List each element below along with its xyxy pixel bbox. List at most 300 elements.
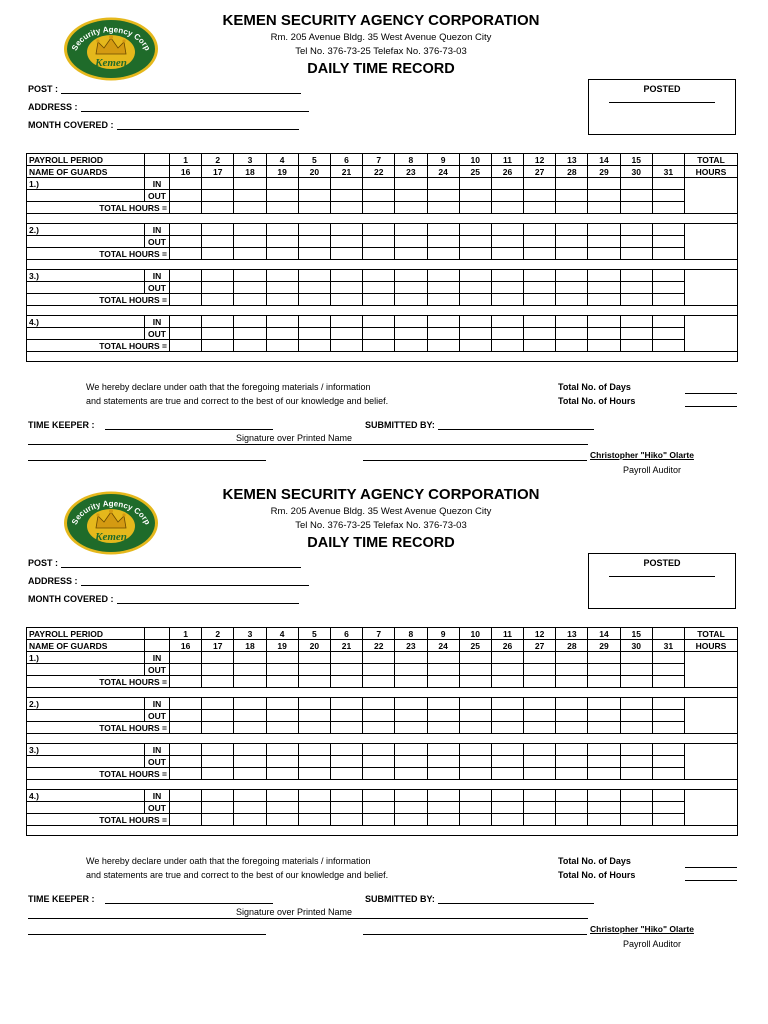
time-cell[interactable] (427, 768, 459, 780)
time-cell[interactable] (620, 790, 652, 802)
time-cell[interactable] (652, 190, 684, 202)
time-cell[interactable] (234, 652, 266, 664)
time-cell[interactable] (652, 698, 684, 710)
time-cell[interactable] (491, 316, 523, 328)
time-cell[interactable] (330, 814, 362, 826)
time-cell[interactable] (459, 236, 491, 248)
time-cell[interactable] (620, 744, 652, 756)
time-cell[interactable] (202, 790, 234, 802)
time-cell[interactable] (170, 270, 202, 282)
address-field[interactable] (28, 576, 309, 586)
time-cell[interactable] (620, 236, 652, 248)
time-cell[interactable] (234, 710, 266, 722)
time-cell[interactable] (556, 676, 588, 688)
time-cell[interactable] (395, 270, 427, 282)
time-cell[interactable] (298, 236, 330, 248)
time-cell[interactable] (524, 270, 556, 282)
time-cell[interactable] (459, 756, 491, 768)
time-cell[interactable] (298, 270, 330, 282)
time-cell[interactable] (491, 744, 523, 756)
time-cell[interactable] (588, 698, 620, 710)
time-cell[interactable] (491, 340, 523, 352)
time-cell[interactable] (298, 790, 330, 802)
time-cell[interactable] (202, 698, 234, 710)
time-cell[interactable] (298, 722, 330, 734)
time-cell[interactable] (266, 710, 298, 722)
time-cell[interactable] (588, 744, 620, 756)
time-cell[interactable] (170, 340, 202, 352)
time-cell[interactable] (556, 282, 588, 294)
time-cell[interactable] (298, 802, 330, 814)
time-cell[interactable] (620, 722, 652, 734)
time-cell[interactable] (395, 802, 427, 814)
time-cell[interactable] (556, 698, 588, 710)
time-cell[interactable] (556, 224, 588, 236)
time-cell[interactable] (427, 814, 459, 826)
time-cell[interactable] (234, 790, 266, 802)
total-hours-field[interactable] (685, 880, 737, 881)
time-cell[interactable] (652, 316, 684, 328)
total-hours-cell[interactable] (685, 652, 738, 688)
time-cell[interactable] (266, 698, 298, 710)
time-cell[interactable] (459, 282, 491, 294)
time-cell[interactable] (170, 328, 202, 340)
time-cell[interactable] (491, 294, 523, 306)
time-cell[interactable] (620, 328, 652, 340)
time-cell[interactable] (330, 224, 362, 236)
time-cell[interactable] (652, 768, 684, 780)
time-cell[interactable] (491, 814, 523, 826)
time-cell[interactable] (524, 744, 556, 756)
time-cell[interactable] (330, 790, 362, 802)
time-cell[interactable] (170, 248, 202, 260)
time-cell[interactable] (620, 178, 652, 190)
time-cell[interactable] (266, 802, 298, 814)
time-cell[interactable] (524, 814, 556, 826)
time-cell[interactable] (266, 328, 298, 340)
month-covered-field[interactable] (28, 120, 299, 130)
total-days-field[interactable] (685, 867, 737, 868)
time-cell[interactable] (491, 676, 523, 688)
time-cell[interactable] (588, 202, 620, 214)
time-cell[interactable] (588, 282, 620, 294)
time-cell[interactable] (234, 722, 266, 734)
time-cell[interactable] (652, 178, 684, 190)
time-cell[interactable] (652, 328, 684, 340)
time-cell[interactable] (266, 236, 298, 248)
time-cell[interactable] (266, 744, 298, 756)
time-cell[interactable] (491, 224, 523, 236)
time-cell[interactable] (556, 790, 588, 802)
time-cell[interactable] (363, 652, 395, 664)
time-cell[interactable] (620, 676, 652, 688)
time-cell[interactable] (234, 224, 266, 236)
total-hours-cell[interactable] (685, 790, 738, 826)
time-cell[interactable] (330, 698, 362, 710)
time-cell[interactable] (363, 316, 395, 328)
time-cell[interactable] (202, 248, 234, 260)
time-cell[interactable] (427, 236, 459, 248)
time-cell[interactable] (170, 722, 202, 734)
time-cell[interactable] (330, 664, 362, 676)
time-cell[interactable] (620, 316, 652, 328)
time-keeper-field[interactable] (28, 894, 273, 904)
time-cell[interactable] (298, 652, 330, 664)
time-cell[interactable] (524, 248, 556, 260)
time-cell[interactable] (298, 316, 330, 328)
time-cell[interactable] (202, 236, 234, 248)
time-cell[interactable] (202, 802, 234, 814)
time-cell[interactable] (524, 790, 556, 802)
time-cell[interactable] (588, 664, 620, 676)
time-cell[interactable] (363, 698, 395, 710)
time-cell[interactable] (266, 248, 298, 260)
time-cell[interactable] (298, 202, 330, 214)
time-cell[interactable] (427, 722, 459, 734)
time-cell[interactable] (170, 202, 202, 214)
time-cell[interactable] (588, 768, 620, 780)
time-cell[interactable] (620, 814, 652, 826)
time-cell[interactable] (427, 710, 459, 722)
time-cell[interactable] (427, 676, 459, 688)
time-keeper-signature-line[interactable] (28, 460, 266, 461)
time-cell[interactable] (234, 744, 266, 756)
time-cell[interactable] (588, 190, 620, 202)
time-cell[interactable] (427, 756, 459, 768)
time-cell[interactable] (524, 328, 556, 340)
time-cell[interactable] (620, 768, 652, 780)
time-cell[interactable] (620, 190, 652, 202)
time-cell[interactable] (588, 248, 620, 260)
time-cell[interactable] (620, 282, 652, 294)
time-cell[interactable] (588, 340, 620, 352)
time-cell[interactable] (170, 664, 202, 676)
time-cell[interactable] (363, 282, 395, 294)
time-cell[interactable] (202, 328, 234, 340)
time-keeper-signature-line[interactable] (28, 934, 266, 935)
time-cell[interactable] (266, 202, 298, 214)
time-cell[interactable] (234, 178, 266, 190)
time-keeper-field[interactable] (28, 420, 273, 430)
time-cell[interactable] (524, 340, 556, 352)
time-cell[interactable] (170, 224, 202, 236)
posted-box[interactable] (588, 553, 736, 609)
posted-box[interactable] (588, 79, 736, 135)
time-cell[interactable] (170, 756, 202, 768)
time-cell[interactable] (170, 652, 202, 664)
time-cell[interactable] (395, 756, 427, 768)
time-cell[interactable] (202, 190, 234, 202)
time-cell[interactable] (170, 282, 202, 294)
time-cell[interactable] (620, 340, 652, 352)
time-cell[interactable] (459, 710, 491, 722)
time-cell[interactable] (363, 710, 395, 722)
time-cell[interactable] (363, 190, 395, 202)
total-hours-cell[interactable] (685, 744, 738, 780)
time-cell[interactable] (298, 698, 330, 710)
time-cell[interactable] (427, 664, 459, 676)
time-cell[interactable] (556, 652, 588, 664)
time-cell[interactable] (170, 768, 202, 780)
time-cell[interactable] (459, 328, 491, 340)
total-hours-cell[interactable] (685, 178, 738, 214)
time-cell[interactable] (459, 248, 491, 260)
time-cell[interactable] (395, 248, 427, 260)
time-cell[interactable] (395, 652, 427, 664)
time-cell[interactable] (524, 710, 556, 722)
time-cell[interactable] (266, 664, 298, 676)
time-cell[interactable] (266, 768, 298, 780)
time-cell[interactable] (170, 790, 202, 802)
time-cell[interactable] (330, 248, 362, 260)
total-hours-cell[interactable] (685, 316, 738, 352)
post-field[interactable] (28, 84, 301, 94)
time-cell[interactable] (652, 756, 684, 768)
time-cell[interactable] (620, 270, 652, 282)
time-cell[interactable] (588, 710, 620, 722)
time-cell[interactable] (491, 664, 523, 676)
time-cell[interactable] (395, 698, 427, 710)
time-cell[interactable] (395, 790, 427, 802)
time-cell[interactable] (330, 676, 362, 688)
time-cell[interactable] (363, 802, 395, 814)
time-cell[interactable] (330, 768, 362, 780)
time-cell[interactable] (363, 248, 395, 260)
time-cell[interactable] (652, 224, 684, 236)
time-cell[interactable] (298, 744, 330, 756)
time-cell[interactable] (395, 340, 427, 352)
time-cell[interactable] (459, 698, 491, 710)
time-cell[interactable] (459, 802, 491, 814)
time-cell[interactable] (588, 802, 620, 814)
time-cell[interactable] (556, 248, 588, 260)
time-cell[interactable] (234, 236, 266, 248)
time-cell[interactable] (363, 756, 395, 768)
time-cell[interactable] (491, 790, 523, 802)
time-cell[interactable] (170, 710, 202, 722)
time-cell[interactable] (363, 328, 395, 340)
time-cell[interactable] (266, 224, 298, 236)
time-cell[interactable] (395, 236, 427, 248)
time-cell[interactable] (330, 190, 362, 202)
time-cell[interactable] (620, 698, 652, 710)
time-cell[interactable] (491, 698, 523, 710)
time-cell[interactable] (427, 294, 459, 306)
submitted-by-signature-line[interactable] (363, 460, 587, 461)
time-cell[interactable] (652, 664, 684, 676)
time-cell[interactable] (298, 664, 330, 676)
time-cell[interactable] (202, 178, 234, 190)
time-cell[interactable] (491, 328, 523, 340)
time-cell[interactable] (652, 270, 684, 282)
time-cell[interactable] (395, 282, 427, 294)
time-cell[interactable] (330, 340, 362, 352)
total-days-field[interactable] (685, 393, 737, 394)
time-cell[interactable] (427, 190, 459, 202)
time-cell[interactable] (266, 190, 298, 202)
time-cell[interactable] (620, 202, 652, 214)
time-cell[interactable] (363, 340, 395, 352)
time-cell[interactable] (395, 814, 427, 826)
time-cell[interactable] (652, 744, 684, 756)
time-cell[interactable] (202, 294, 234, 306)
time-cell[interactable] (524, 294, 556, 306)
time-cell[interactable] (459, 664, 491, 676)
time-cell[interactable] (266, 178, 298, 190)
time-cell[interactable] (298, 294, 330, 306)
time-cell[interactable] (459, 676, 491, 688)
time-cell[interactable] (556, 178, 588, 190)
time-cell[interactable] (588, 722, 620, 734)
time-cell[interactable] (330, 282, 362, 294)
time-cell[interactable] (234, 282, 266, 294)
submitted-by-signature-line[interactable] (363, 934, 587, 935)
time-cell[interactable] (556, 768, 588, 780)
time-cell[interactable] (588, 328, 620, 340)
time-cell[interactable] (491, 710, 523, 722)
time-cell[interactable] (427, 328, 459, 340)
time-cell[interactable] (491, 768, 523, 780)
time-cell[interactable] (427, 202, 459, 214)
time-cell[interactable] (330, 756, 362, 768)
time-cell[interactable] (395, 190, 427, 202)
time-cell[interactable] (652, 294, 684, 306)
time-cell[interactable] (234, 802, 266, 814)
time-cell[interactable] (556, 328, 588, 340)
time-cell[interactable] (202, 676, 234, 688)
time-cell[interactable] (234, 698, 266, 710)
time-cell[interactable] (170, 676, 202, 688)
time-cell[interactable] (234, 270, 266, 282)
time-cell[interactable] (491, 270, 523, 282)
time-cell[interactable] (363, 202, 395, 214)
time-cell[interactable] (459, 652, 491, 664)
time-cell[interactable] (266, 756, 298, 768)
time-cell[interactable] (459, 722, 491, 734)
time-cell[interactable] (427, 316, 459, 328)
time-cell[interactable] (395, 328, 427, 340)
time-cell[interactable] (620, 294, 652, 306)
time-cell[interactable] (234, 248, 266, 260)
time-cell[interactable] (524, 236, 556, 248)
time-cell[interactable] (588, 652, 620, 664)
time-cell[interactable] (427, 270, 459, 282)
time-cell[interactable] (652, 722, 684, 734)
time-cell[interactable] (234, 814, 266, 826)
time-cell[interactable] (234, 340, 266, 352)
time-cell[interactable] (330, 202, 362, 214)
time-cell[interactable] (491, 190, 523, 202)
submitted-by-field[interactable] (365, 894, 594, 904)
time-cell[interactable] (234, 664, 266, 676)
time-cell[interactable] (266, 294, 298, 306)
time-cell[interactable] (330, 722, 362, 734)
time-cell[interactable] (652, 814, 684, 826)
time-cell[interactable] (459, 270, 491, 282)
time-cell[interactable] (427, 790, 459, 802)
time-cell[interactable] (556, 710, 588, 722)
time-cell[interactable] (427, 698, 459, 710)
time-cell[interactable] (459, 190, 491, 202)
time-cell[interactable] (330, 270, 362, 282)
time-cell[interactable] (234, 316, 266, 328)
time-cell[interactable] (330, 744, 362, 756)
time-cell[interactable] (202, 224, 234, 236)
time-cell[interactable] (588, 270, 620, 282)
time-cell[interactable] (427, 744, 459, 756)
time-cell[interactable] (266, 282, 298, 294)
time-cell[interactable] (202, 768, 234, 780)
time-cell[interactable] (395, 768, 427, 780)
time-cell[interactable] (202, 814, 234, 826)
time-cell[interactable] (298, 224, 330, 236)
address-field[interactable] (28, 102, 309, 112)
time-cell[interactable] (202, 202, 234, 214)
time-cell[interactable] (491, 248, 523, 260)
time-cell[interactable] (524, 676, 556, 688)
time-cell[interactable] (266, 340, 298, 352)
time-cell[interactable] (491, 202, 523, 214)
time-cell[interactable] (556, 802, 588, 814)
time-cell[interactable] (202, 316, 234, 328)
time-cell[interactable] (234, 328, 266, 340)
time-cell[interactable] (620, 224, 652, 236)
time-cell[interactable] (298, 814, 330, 826)
time-cell[interactable] (652, 236, 684, 248)
time-cell[interactable] (556, 190, 588, 202)
time-cell[interactable] (234, 202, 266, 214)
time-cell[interactable] (395, 676, 427, 688)
time-cell[interactable] (202, 664, 234, 676)
time-cell[interactable] (234, 756, 266, 768)
time-cell[interactable] (620, 710, 652, 722)
total-hours-cell[interactable] (685, 698, 738, 734)
time-cell[interactable] (202, 340, 234, 352)
time-cell[interactable] (588, 814, 620, 826)
total-hours-cell[interactable] (685, 224, 738, 260)
time-cell[interactable] (652, 652, 684, 664)
time-cell[interactable] (298, 676, 330, 688)
time-cell[interactable] (202, 744, 234, 756)
time-cell[interactable] (170, 178, 202, 190)
time-cell[interactable] (459, 790, 491, 802)
time-cell[interactable] (298, 710, 330, 722)
time-cell[interactable] (459, 178, 491, 190)
time-cell[interactable] (395, 224, 427, 236)
time-cell[interactable] (620, 756, 652, 768)
time-cell[interactable] (330, 294, 362, 306)
time-cell[interactable] (459, 744, 491, 756)
time-cell[interactable] (298, 328, 330, 340)
time-cell[interactable] (330, 652, 362, 664)
time-cell[interactable] (588, 676, 620, 688)
time-cell[interactable] (266, 316, 298, 328)
time-cell[interactable] (363, 178, 395, 190)
time-cell[interactable] (202, 722, 234, 734)
time-cell[interactable] (363, 790, 395, 802)
time-cell[interactable] (363, 676, 395, 688)
time-cell[interactable] (395, 202, 427, 214)
time-cell[interactable] (652, 676, 684, 688)
time-cell[interactable] (330, 710, 362, 722)
time-cell[interactable] (524, 202, 556, 214)
time-cell[interactable] (524, 664, 556, 676)
time-cell[interactable] (652, 802, 684, 814)
time-cell[interactable] (427, 802, 459, 814)
time-cell[interactable] (363, 722, 395, 734)
time-cell[interactable] (652, 340, 684, 352)
time-cell[interactable] (298, 756, 330, 768)
